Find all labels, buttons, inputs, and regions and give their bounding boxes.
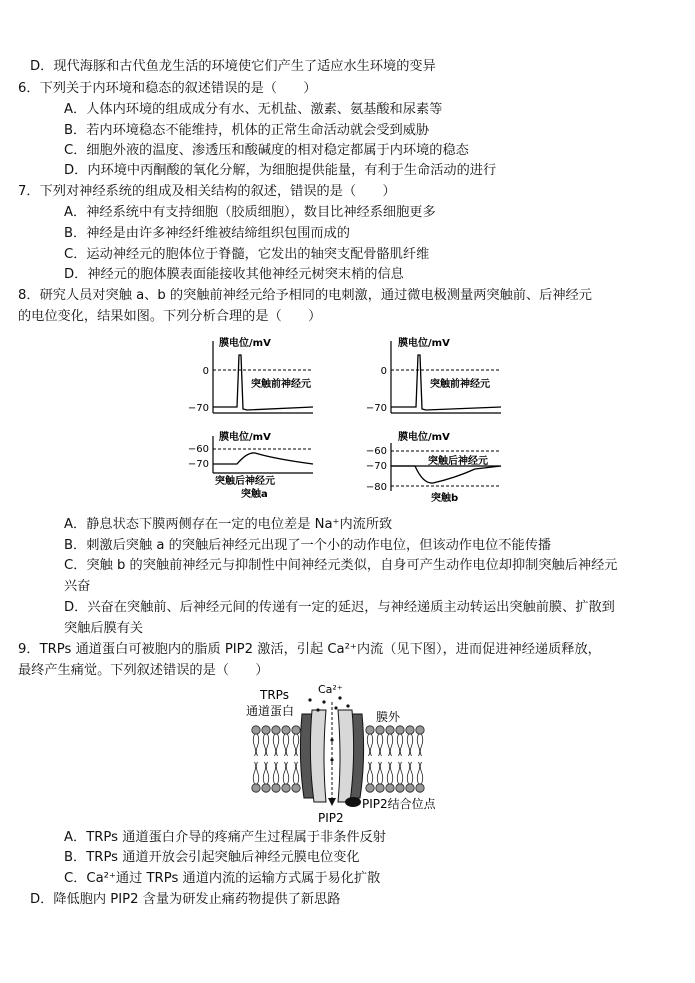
tick-minus70-b: −70 (365, 403, 387, 414)
pip2-binding-site (345, 797, 361, 807)
q9-stem-line2: 最终产生痛觉。下列叙述错误的是（ ） (18, 663, 269, 678)
label-trps: TRPs (260, 688, 289, 702)
ylabel-a-pre: 膜电位/mV (219, 338, 271, 349)
q9-option-c: C．Ca²⁺通过 TRPs 通道内流的运输方式属于易化扩散 (64, 871, 381, 886)
q8-option-b: B．刺激后突触 a 的突触后神经元出现了一个小的动作电位，但该动作电位不能传播 (64, 538, 552, 553)
q6-option-d: D．内环境中丙酮酸的氧化分解，为细胞提供能量，有利于生命活动的进行 (64, 163, 497, 178)
q9-option-d: D．降低胞内 PIP2 含量为研发止痛药物提供了新思路 (30, 892, 341, 907)
q6-stem: 6．下列关于内环境和稳态的叙述错误的是（ ） (18, 81, 317, 96)
label-b-post: 突触后神经元 (428, 456, 488, 467)
q8-option-a: A．静息状态下膜两侧存在一定的电位差是 Na⁺内流所致 (64, 517, 393, 532)
tick-minus80: −80 (365, 482, 387, 493)
trps-channel (300, 702, 363, 807)
label-extracellular: 膜外 (376, 710, 401, 724)
lipid-bilayer (252, 726, 424, 792)
tick-minus60: −60 (187, 444, 209, 455)
tick-minus60-b: −60 (365, 446, 387, 457)
q8-stem-line1: 8．研究人员对突触 a、b 的突触前神经元给予相同的电刺激，通过微电极测量两突触前、后神经元 (18, 288, 592, 303)
q7-option-a: A．神经系统中有支持细胞（胶质细胞），数目比神经系细胞更多 (64, 205, 436, 220)
q8-option-c-line2: 兴奋 (64, 579, 91, 594)
q7-option-c: C．运动神经元的胞体位于脊髓，它发出的轴突支配骨骼肌纤维 (64, 247, 430, 262)
q7-stem: 7．下列对神经系统的组成及相关结构的叙述，错误的是（ ） (18, 184, 396, 199)
q9-option-b: B．TRPs 通道开放会引起突触后神经元膜电位变化 (64, 850, 360, 865)
tick-minus70: −70 (187, 403, 209, 414)
synapse-b-post-plot (366, 430, 501, 504)
tick-minus70-b-post: −70 (365, 461, 387, 472)
synapse-a-post-plot (188, 430, 313, 500)
q8-stem-line2: 的电位变化，结果如图。下列分析合理的是（ ） (18, 309, 322, 324)
label-pip2-site: PIP2结合位点 (362, 797, 436, 811)
q6-option-a: A．人体内环境的组成成分有水、无机盐、激素、氨基酸和尿素等 (64, 102, 443, 117)
label-a-pre: 突触前神经元 (251, 379, 311, 390)
q6-option-b: B．若内环境稳态不能维持，机体的正常生命活动就会受到威胁 (64, 123, 430, 138)
synapse-a-pre-plot (188, 336, 313, 414)
q7-option-b: B．神经是由许多神经纤维被结缔组织包围而成的 (64, 226, 350, 241)
tick-minus70-post: −70 (187, 459, 209, 470)
q7-option-d: D．神经元的胞体膜表面能接收其他神经元树突末梢的信息 (64, 267, 404, 282)
synapse-b-pre-plot (366, 336, 501, 414)
q8-option-d-line2: 突触后膜有关 (64, 621, 144, 636)
q6-option-c: C．细胞外液的温度、渗透压和酸碱度的相对稳定都属于内环境的稳态 (64, 143, 469, 158)
q9-option-a: A．TRPs 通道蛋白介导的疼痛产生过程属于非条件反射 (64, 830, 386, 845)
ylabel-b-pre: 膜电位/mV (398, 338, 450, 349)
ylabel-a-post: 膜电位/mV (219, 432, 271, 443)
caption-synapse-b: 突触b (431, 493, 459, 504)
q9-stem-line1: 9．TRPs 通道蛋白可被胞内的脂质 PIP2 激活，引起 Ca²⁺内流（见下图），进而促进神经递质释放， (18, 642, 601, 657)
label-channel-protein: 通道蛋白 (246, 704, 295, 718)
label-pip2: PIP2 (318, 811, 344, 825)
q8-option-c-line1: C．突触 b 的突触前神经元与抑制性中间神经元类似，自身可产生动作电位却抑制突触后神经元 (64, 558, 618, 573)
label-a-post: 突触后神经元 (215, 476, 275, 487)
q9-figure (240, 680, 460, 825)
tick-0-b: 0 (380, 366, 387, 377)
ylabel-b-post: 膜电位/mV (398, 432, 450, 443)
q8-figure (185, 333, 515, 513)
caption-synapse-a: 突触a (241, 489, 268, 500)
label-ca: Ca²⁺ (318, 683, 343, 696)
q8-option-d-line1: D．兴奋在突触前、后神经元间的传递有一定的延迟，与神经递质主动转运出突触前膜、扩散到 (64, 600, 615, 615)
tick-0: 0 (202, 366, 209, 377)
label-b-pre: 突触前神经元 (430, 379, 490, 390)
q5-option-d: D．现代海豚和古代鱼龙生活的环境使它们产生了适应水生环境的变异 (30, 59, 436, 74)
